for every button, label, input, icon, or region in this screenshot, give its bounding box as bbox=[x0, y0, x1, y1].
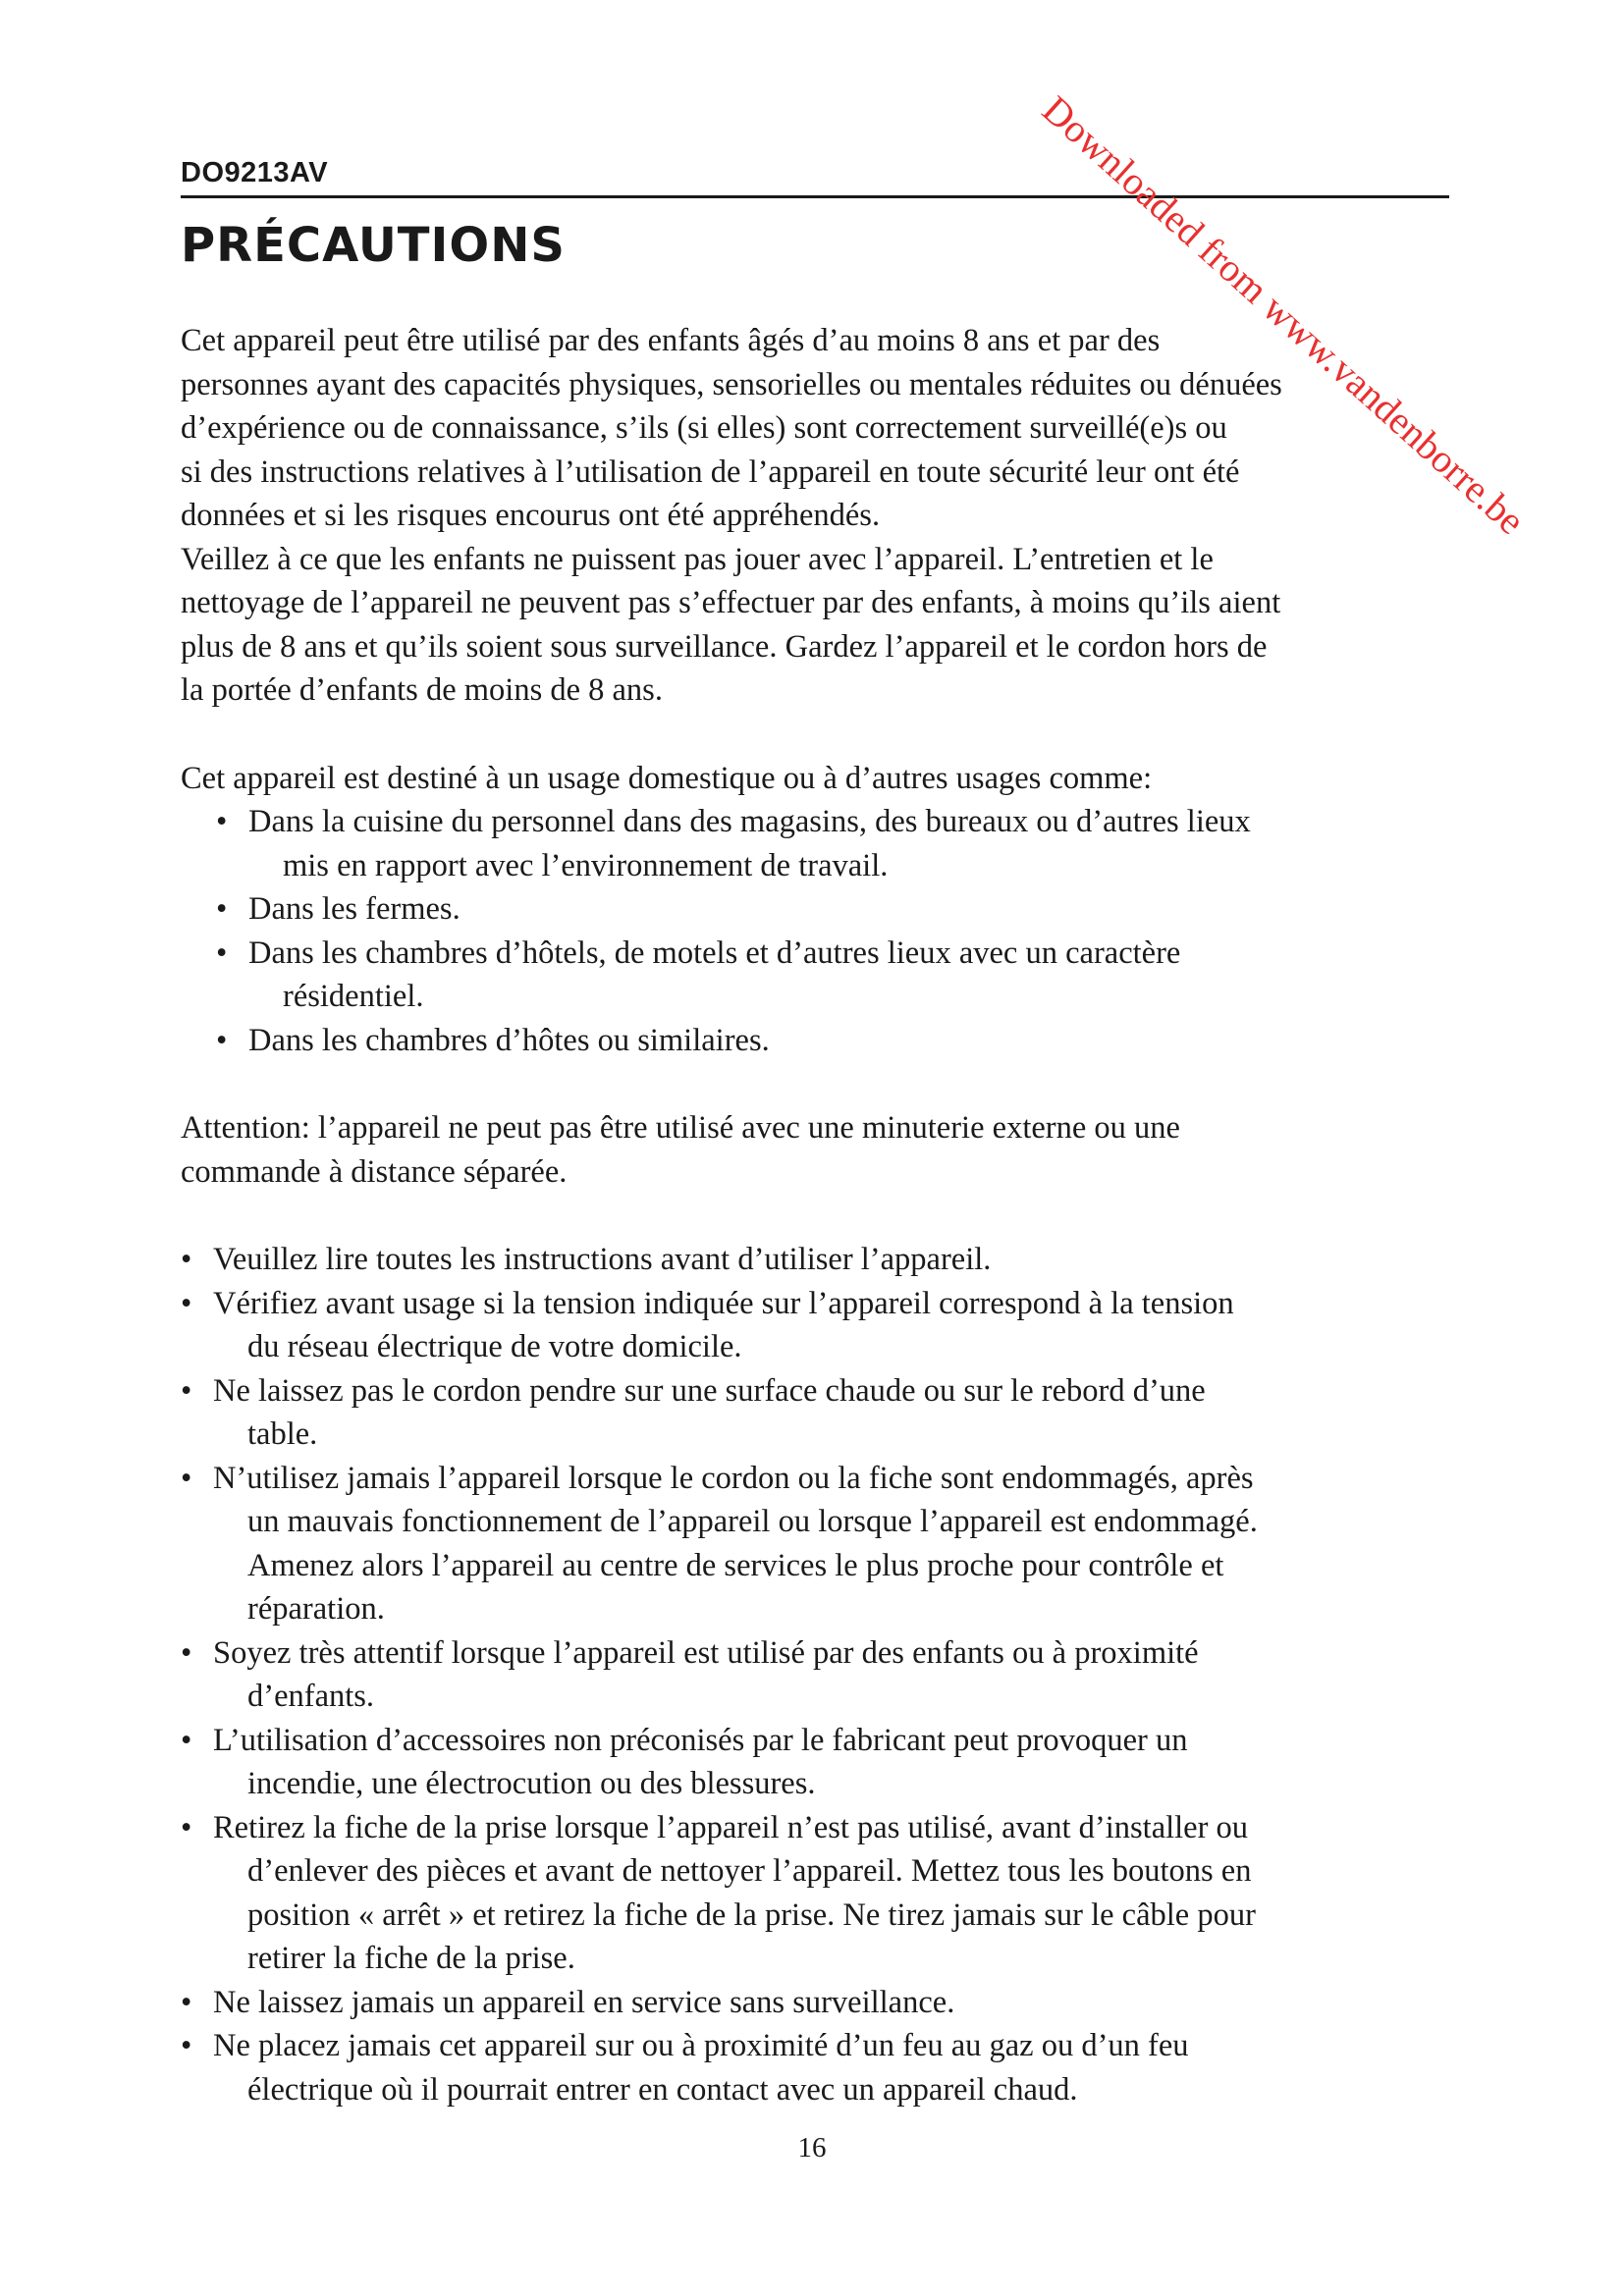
list-item-line: mis en rapport avec l’environnement de travail. bbox=[283, 847, 889, 883]
list-item bbox=[181, 1719, 1457, 1806]
header-rule bbox=[181, 195, 1449, 198]
watermark-link[interactable]: Downloaded from www.vandenborre.be bbox=[1034, 86, 1534, 544]
list-item bbox=[181, 1238, 1457, 1282]
list-item-line: Ne laissez jamais un appareil en service sans surveillance. bbox=[213, 1984, 955, 2020]
attention-line: Attention: l’appareil ne peut pas être utilisé avec une minuterie externe ou une bbox=[181, 1110, 1180, 1146]
bullet: • bbox=[216, 1022, 228, 1058]
list-item bbox=[181, 1806, 1457, 1981]
bullet: • bbox=[181, 1984, 192, 2020]
spacer bbox=[181, 713, 1457, 757]
precautions-list bbox=[181, 1238, 1457, 2111]
attention-paragraph bbox=[181, 1106, 1457, 1194]
list-item bbox=[216, 800, 1457, 887]
spacer bbox=[181, 1194, 1457, 1238]
bullet: • bbox=[181, 2028, 192, 2063]
list-item-line: Dans les chambres d’hôtels, de motels et d’autres lieux avec un caractère bbox=[248, 934, 1181, 971]
list-item-line: position « arrêt » et retirez la fiche de la prise. Ne tirez jamais sur le câble pour bbox=[247, 1896, 1256, 1933]
bullet: • bbox=[181, 1809, 192, 1845]
list-item bbox=[181, 1282, 1457, 1369]
list-item bbox=[181, 1981, 1457, 2025]
intro-line: nettoyage de l’appareil ne peuvent pas s’effectuer par des enfants, à moins qu’ils aient bbox=[181, 585, 1281, 620]
intro-line: si des instructions relatives à l’utilisation de l’appareil en toute sécurité leur ont été bbox=[181, 454, 1240, 490]
bullet: • bbox=[181, 1460, 192, 1496]
bullet: • bbox=[216, 804, 228, 839]
list-item-line: du réseau électrique de votre domicile. bbox=[247, 1329, 742, 1364]
bullet: • bbox=[181, 1242, 192, 1277]
list-item-line: table. bbox=[247, 1416, 318, 1452]
intro-paragraph bbox=[181, 319, 1457, 713]
list-item-line: électrique où il pourrait entrer en contact avec un appareil chaud. bbox=[247, 2071, 1078, 2108]
usage-section bbox=[181, 757, 1457, 1063]
intro-line: plus de 8 ans et qu’ils soient sous surveillance. Gardez l’appareil et le cordon hors de bbox=[181, 628, 1268, 665]
list-item-line: L’utilisation d’accessoires non préconisés par le fabricant peut provoquer un bbox=[213, 1722, 1188, 1758]
page-title: PRÉCAUTIONS bbox=[181, 218, 566, 273]
list-item-line: un mauvais fonctionnement de l’appareil ou lorsque l’appareil est endommagé. bbox=[247, 1504, 1258, 1539]
spacer bbox=[181, 1062, 1457, 1106]
intro-line: personnes ayant des capacités physiques, sensorielles ou mentales réduites ou dénuées bbox=[181, 366, 1282, 402]
usage-list bbox=[181, 800, 1457, 1062]
list-item-line: Retirez la fiche de la prise lorsque l’appareil n’est pas utilisé, avant d’installer ou bbox=[213, 1809, 1249, 1845]
list-item-line: Dans les fermes. bbox=[248, 891, 460, 927]
list-item-line: résidentiel. bbox=[283, 979, 424, 1014]
list-item-line: incendie, une électrocution ou des blessures. bbox=[247, 1766, 816, 1801]
list-item-line: d’enlever des pièces et avant de nettoyer l’appareil. Mettez tous les boutons en bbox=[247, 1853, 1252, 1889]
bullet: • bbox=[216, 891, 228, 927]
list-item-line: réparation. bbox=[247, 1591, 385, 1627]
list-item bbox=[181, 1631, 1457, 1719]
bullet: • bbox=[181, 1285, 192, 1321]
list-item bbox=[181, 2024, 1457, 2111]
intro-line: Cet appareil peut être utilisé par des enfants âgés d’au moins 8 ans et par des bbox=[181, 323, 1161, 358]
intro-line: d’expérience ou de connaissance, s’ils (si elles) sont correctement surveillé(e)s ou bbox=[181, 410, 1227, 446]
intro-line: Veillez à ce que les enfants ne puissent pas jouer avec l’appareil. L’entretien et le bbox=[181, 541, 1214, 577]
list-item bbox=[216, 1019, 1457, 1063]
list-item-line: d’enfants. bbox=[247, 1679, 375, 1714]
bullet: • bbox=[181, 1634, 192, 1671]
body-text bbox=[181, 319, 1457, 2111]
list-item-line: N’utilisez jamais l’appareil lorsque le cordon ou la fiche sont endommagés, après bbox=[213, 1460, 1254, 1496]
intro-line: données et si les risques encourus ont été appréhendés. bbox=[181, 498, 881, 533]
list-item-line: Ne placez jamais cet appareil sur ou à proximité d’un feu au gaz ou d’un feu bbox=[213, 2028, 1189, 2063]
page-number: 16 bbox=[797, 2132, 827, 2163]
list-item-line: Vérifiez avant usage si la tension indiquée sur l’appareil correspond à la tension bbox=[213, 1285, 1234, 1321]
bullet: • bbox=[181, 1372, 192, 1409]
bullet: • bbox=[181, 1722, 192, 1758]
intro-line: la portée d’enfants de moins de 8 ans. bbox=[181, 672, 663, 708]
list-item-line: Ne laissez pas le cordon pendre sur une surface chaude ou sur le rebord d’une bbox=[213, 1372, 1206, 1409]
list-item-line: Soyez très attentif lorsque l’appareil est utilisé par des enfants ou à proximité bbox=[213, 1634, 1199, 1671]
list-item-line: retirer la fiche de la prise. bbox=[247, 1941, 575, 1976]
attention-line: commande à distance séparée. bbox=[181, 1153, 568, 1190]
list-item-line: Dans la cuisine du personnel dans des magasins, des bureaux ou d’autres lieux bbox=[248, 804, 1251, 839]
usage-intro: Cet appareil est destiné à un usage domestique ou à d’autres usages comme: bbox=[181, 760, 1153, 796]
list-item-line: Veuillez lire toutes les instructions avant d’utiliser l’appareil. bbox=[213, 1242, 992, 1277]
model-number: DO9213AV bbox=[181, 157, 329, 188]
list-item-line: Dans les chambres d’hôtes ou similaires. bbox=[248, 1022, 770, 1058]
list-item-line: Amenez alors l’appareil au centre de services le plus proche pour contrôle et bbox=[247, 1547, 1224, 1583]
list-item bbox=[181, 1369, 1457, 1457]
bullet: • bbox=[216, 934, 228, 971]
list-item bbox=[216, 932, 1457, 1019]
list-item bbox=[216, 887, 1457, 932]
list-item bbox=[181, 1457, 1457, 1631]
